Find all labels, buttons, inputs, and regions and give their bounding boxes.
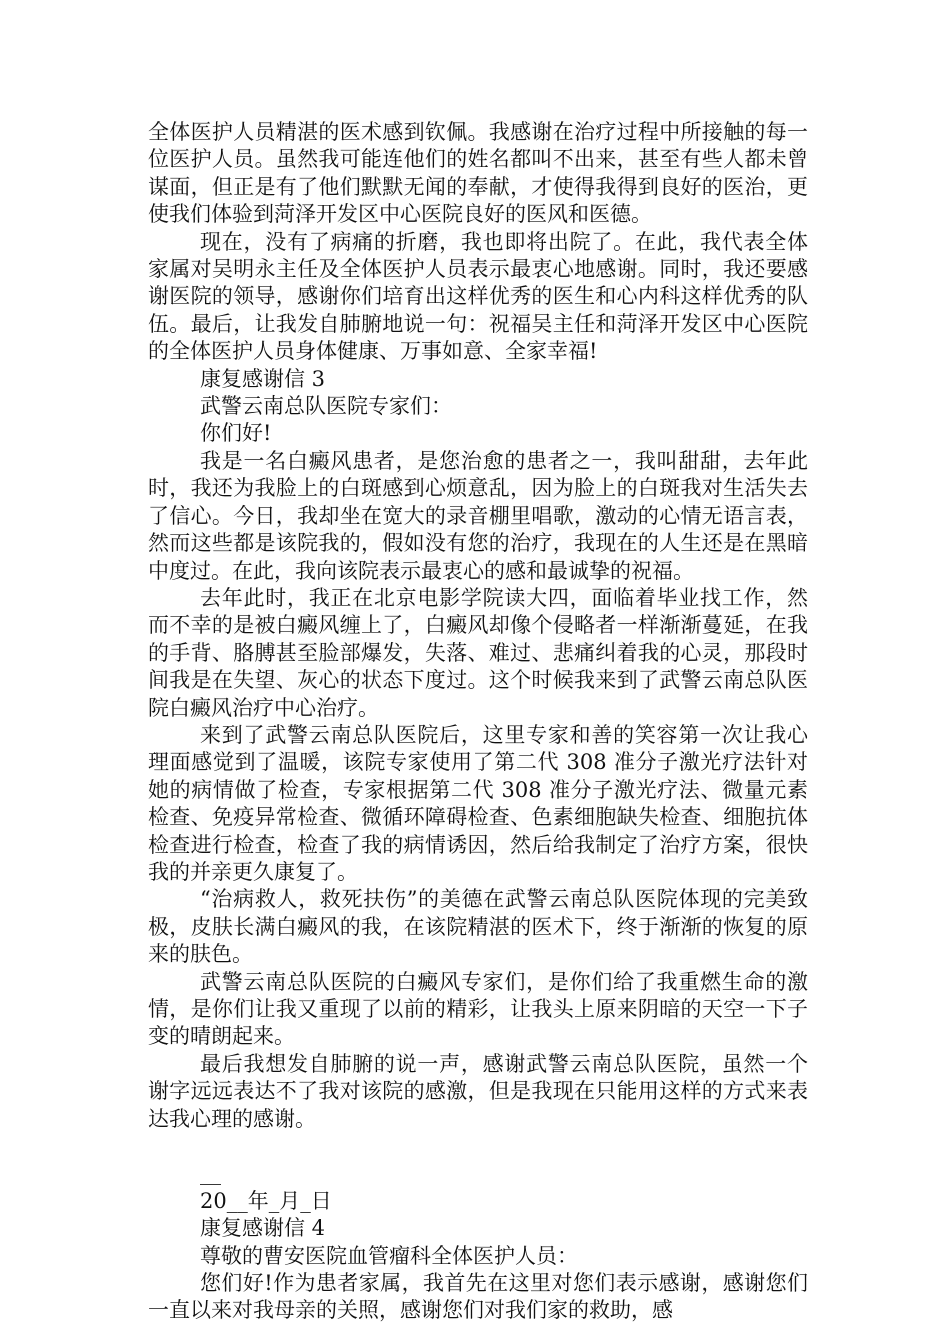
paragraph-2: 现在，没有了病痛的折磨，我也即将出院了。在此，我代表全体家属对吴明永主任及全体医护人员表示最衷心地感谢。同时，我还要感谢医院的领导，感谢你们培育出这样优秀的医生和心内科这样优秀的队伍。最后，让我发自肺腑地说一句：祝福吴主任和菏泽开发区中心医院的全体医护人员身体健康、万事如意、全家幸福! [148,229,808,364]
paragraph-6: “治病救人，救死扶伤”的美德在武警云南总队医院体现的完美致极，皮肤长满白癜风的我，在该院精湛的医术下，终于渐渐的恢复的原来的肤色。 [148,887,808,967]
paragraph-4: 去年此时，我正在北京电影学院读大四，面临着毕业找工作，然而不幸的是被白癜风缠上了，白癜风却像个侵略者一样渐渐蔓延，在我的手背、胳膊甚至脸部爆发，失落、难过、悲痛纠着我的心灵，那段时间我是在失望、灰心的状态下度过。这个时候我来到了武警云南总队医院白癜风治疗中心治疗。 [148,585,808,720]
paragraph-9: 您们好!作为患者家属，我首先在这里对您们表示感谢，感谢您们一直以来对我母亲的关照，感谢您们对我们家的救助，感 [148,1271,808,1323]
letter-page [148,119,808,1325]
paragraph-8: 最后我想发自肺腑的说一声，感谢武警云南总队医院，虽然一个谢字远远表达不了我对该院的感激，但是我现在只能用这样的方式来表达我心理的感谢。 [148,1051,808,1131]
paragraph-5: 来到了武警云南总队医院后，这里专家和善的笑容第一次让我心理面感觉到了温暖，该院专家使用了第二代 308 准分子激光疗法针对她的病情做了检查，专家根据第二代 308 准分子激光疗法、微量元素检查、免疫异常检查、微循环障碍检查、色素细胞缺失检查、细胞抗体检查进行检查，检查了我的病情诱因，然后给我制定了治疗方案，很快我的并亲更久康复了。 [148,722,808,884]
letter-3-title: 康复感谢信 3 [200,366,326,391]
signature-line: __ [200,1161,221,1186]
letter-4-title: 康复感谢信 4 [200,1216,326,1241]
paragraph-1: 全体医护人员精湛的医术感到钦佩。我感谢在治疗过程中所接触的每一位医护人员。虽然我可能连他们的姓名都叫不出来，甚至有些人都未曾谋面，但正是有了他们默默无闻的奉献，才使得我得到良好的医治，更使我们体验到菏泽开发区中心医院良好的医风和医德。 [148,120,808,227]
letter-3-salutation: 武警云南总队医院专家们： [200,394,452,419]
paragraph-7: 武警云南总队医院的白癜风专家们，是你们给了我重燃生命的激情，是你们让我又重现了以前的精彩，让我头上原来阴暗的天空一下子变的晴朗起来。 [148,969,808,1049]
letter-3-greeting: 你们好! [200,421,272,446]
paragraph-3: 我是一名白癜风患者，是您治愈的患者之一，我叫甜甜，去年此时，我还为我脸上的白斑感到心烦意乱，因为脸上的白斑我对生活失去了信心。今日，我却坐在宽大的录音棚里唱歌，激动的心情无语言表，然而这些都是该院我的，假如没有您的治疗，我现在的人生还是在黑暗中度过。在此，我向该院表示最衷心的感和最诚挚的祝福。 [148,448,808,583]
blank-line [148,1133,808,1160]
letter-date: 20__年_月_日 [200,1188,332,1213]
letter-4-salutation: 尊敬的曹安医院血管瘤科全体医护人员： [200,1243,578,1268]
